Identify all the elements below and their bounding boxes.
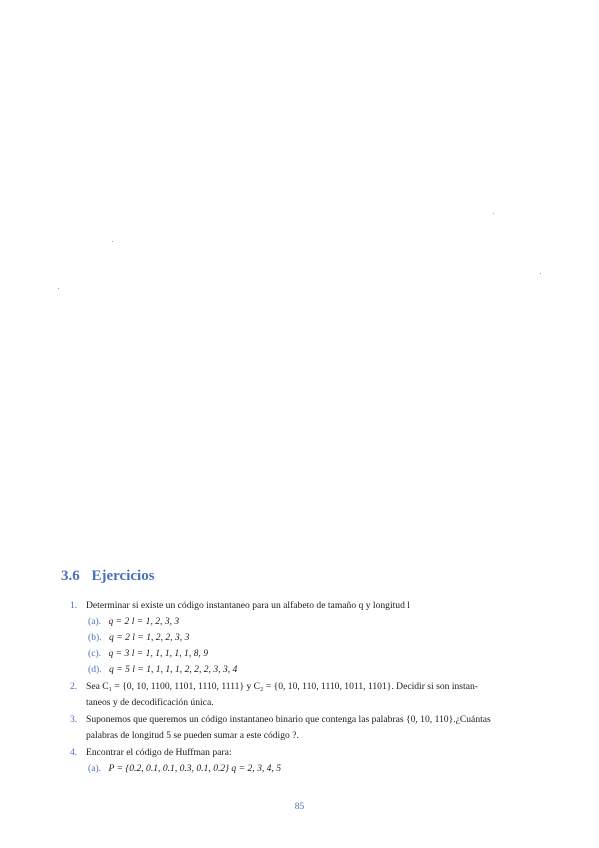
exercise-number: 3. (70, 714, 78, 725)
exercise-3 (61, 712, 541, 743)
item-text: P = {0.2, 0.1, 0.1, 0.3, 0.1, 0.2} q = 2, 3, 4, 5 (108, 763, 282, 774)
section-number: 3.6 (61, 568, 80, 584)
exercise-1-item-c (88, 646, 208, 662)
item-label: (a). (88, 763, 102, 774)
scan-speck (540, 273, 541, 274)
exercise-text-line-1: Sea C₁ = {0, 10, 1100, 1101, 1110, 1111} y C₂ = {0, 10, 110, 1110, 1011, 1101}. Decidir si son instan- (86, 681, 478, 692)
item-text: q = 5 l = 1, 1, 1, 1, 2, 2, 2, 3, 3, 4 (109, 664, 238, 675)
exercise-text: Determinar si existe un código instantaneo para un alfabeto de tamaño q y longitud l (86, 600, 410, 611)
exercise-4 (61, 745, 541, 761)
exercise-1-item-a (88, 614, 179, 630)
exercise-4-item-a (88, 761, 281, 777)
section-title: Ejercicios (91, 568, 155, 584)
section-heading (61, 568, 155, 585)
exercise-text-line-2: palabras de longitud 5 se pueden sumar a este código ?. (86, 729, 299, 741)
item-text: q = 3 l = 1, 1, 1, 1, 1, 8, 9 (108, 648, 209, 659)
exercise-number: 1. (70, 600, 78, 611)
item-label: (b). (88, 632, 102, 643)
item-label: (a). (88, 616, 102, 627)
scan-speck (112, 241, 113, 242)
scan-speck (58, 288, 59, 289)
exercise-1-item-d (88, 662, 237, 678)
item-text: q = 2 l = 1, 2, 2, 3, 3 (109, 632, 190, 643)
exercise-number: 2. (70, 681, 78, 692)
exercise-text-line-1: Suponemos que queremos un código instantaneo binario que contenga las palabras {0, 10, 110}.¿Cuántas (86, 714, 491, 725)
item-label: (c). (88, 648, 102, 659)
page-number: 85 (294, 802, 305, 812)
exercise-text: Encontrar el código de Huffman para: (86, 747, 232, 758)
item-label: (d). (88, 664, 102, 675)
exercise-text-line-2: taneos y de decodificación única. (86, 696, 214, 708)
scan-speck (493, 213, 494, 214)
exercise-1 (61, 598, 541, 614)
exercise-2 (61, 679, 541, 710)
item-text: q = 2 l = 1, 2, 3, 3 (108, 616, 180, 627)
exercise-1-item-b (88, 630, 189, 646)
exercise-number: 4. (70, 747, 78, 758)
